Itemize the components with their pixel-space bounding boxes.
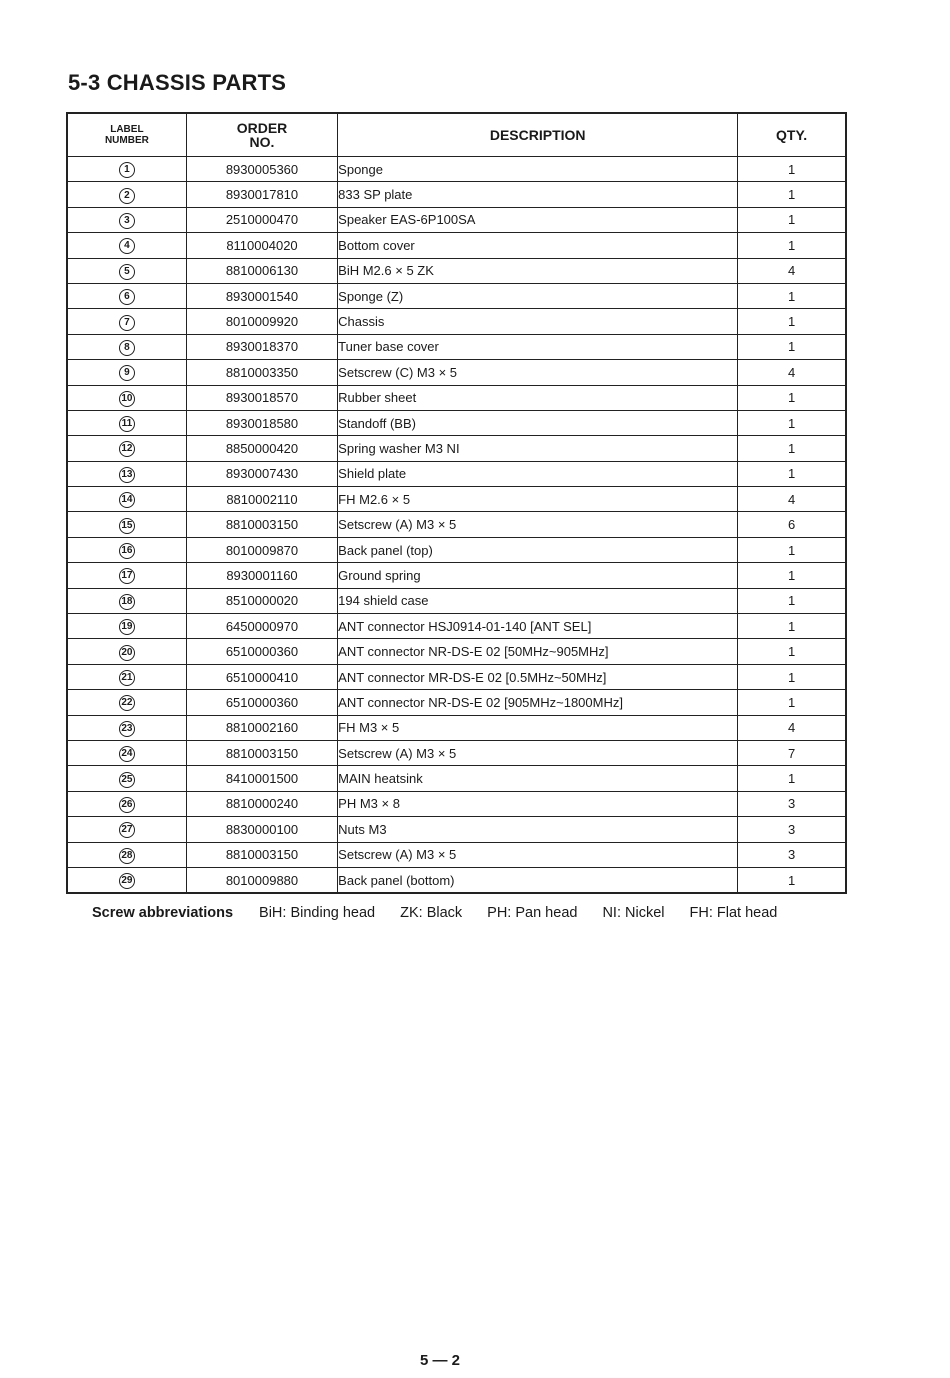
table-row bbox=[67, 512, 846, 537]
label-number-cell bbox=[67, 842, 186, 867]
table-row bbox=[67, 207, 846, 232]
table-row bbox=[67, 842, 846, 867]
qty-cell: 1 bbox=[738, 385, 846, 410]
legend-item: ZK: Black bbox=[400, 905, 463, 921]
label-number: 24 bbox=[119, 746, 135, 762]
label-number: 26 bbox=[119, 797, 135, 813]
label-number: 16 bbox=[119, 543, 135, 559]
description-cell: Setscrew (A) M3 × 5 bbox=[338, 842, 738, 867]
table-row bbox=[67, 410, 846, 435]
qty-cell: 4 bbox=[738, 715, 846, 740]
label-number: 1 bbox=[119, 162, 135, 178]
label-number: 20 bbox=[119, 645, 135, 661]
table-row bbox=[67, 817, 846, 842]
order-number-cell: 8930007430 bbox=[186, 461, 337, 486]
description-cell: Spring washer M3 NI bbox=[338, 436, 738, 461]
legend-item: PH: Pan head bbox=[487, 905, 578, 921]
header-order-line1: ORDER bbox=[236, 120, 288, 136]
label-number: 2 bbox=[119, 188, 135, 204]
description-cell: Tuner base cover bbox=[338, 334, 738, 359]
label-number: 19 bbox=[119, 619, 135, 635]
table-header-row bbox=[67, 113, 846, 157]
page-title: 5-3 CHASSIS PARTS bbox=[68, 70, 287, 95]
qty-cell: 6 bbox=[738, 512, 846, 537]
qty-cell: 1 bbox=[738, 537, 846, 562]
qty-cell: 1 bbox=[738, 639, 846, 664]
table-row bbox=[67, 157, 846, 182]
qty-cell: 1 bbox=[738, 410, 846, 435]
table-row bbox=[67, 791, 846, 816]
qty-cell: 1 bbox=[738, 563, 846, 588]
order-number-cell: 8010009880 bbox=[186, 867, 337, 893]
qty-cell: 1 bbox=[738, 867, 846, 893]
label-number: 23 bbox=[119, 721, 135, 737]
label-number: 29 bbox=[119, 873, 135, 889]
label-number-cell bbox=[67, 715, 186, 740]
header-label-line2: NUMBER bbox=[104, 135, 149, 146]
label-number-cell bbox=[67, 233, 186, 258]
description-cell: FH M2.6 × 5 bbox=[338, 487, 738, 512]
table-row bbox=[67, 461, 846, 486]
description-cell: Shield plate bbox=[338, 461, 738, 486]
description-cell: Bottom cover bbox=[338, 233, 738, 258]
qty-cell: 1 bbox=[738, 283, 846, 308]
table-row bbox=[67, 436, 846, 461]
qty-cell: 1 bbox=[738, 233, 846, 258]
table-row bbox=[67, 639, 846, 664]
qty-cell: 1 bbox=[738, 182, 846, 207]
label-number-cell bbox=[67, 588, 186, 613]
order-number-cell: 6510000360 bbox=[186, 639, 337, 664]
qty-cell: 1 bbox=[738, 157, 846, 182]
header-qty: QTY. bbox=[738, 113, 846, 157]
description-cell: Back panel (bottom) bbox=[338, 867, 738, 893]
qty-cell: 1 bbox=[738, 309, 846, 334]
table-row bbox=[67, 664, 846, 689]
table-row bbox=[67, 360, 846, 385]
order-number-cell: 8810000240 bbox=[186, 791, 337, 816]
order-number-cell: 8410001500 bbox=[186, 766, 337, 791]
qty-cell: 1 bbox=[738, 664, 846, 689]
qty-cell: 1 bbox=[738, 766, 846, 791]
qty-cell: 1 bbox=[738, 614, 846, 639]
label-number-cell bbox=[67, 258, 186, 283]
label-number: 28 bbox=[119, 848, 135, 864]
label-number: 21 bbox=[119, 670, 135, 686]
label-number-cell bbox=[67, 766, 186, 791]
label-number: 18 bbox=[119, 594, 135, 610]
description-cell: BiH M2.6 × 5 ZK bbox=[338, 258, 738, 283]
legend-lead: Screw abbreviations bbox=[92, 905, 234, 921]
label-number-cell bbox=[67, 563, 186, 588]
table-row bbox=[67, 385, 846, 410]
qty-cell: 4 bbox=[738, 360, 846, 385]
table-row bbox=[67, 537, 846, 562]
label-number: 4 bbox=[119, 238, 135, 254]
qty-cell: 4 bbox=[738, 487, 846, 512]
order-number-cell: 8930018580 bbox=[186, 410, 337, 435]
qty-cell: 3 bbox=[738, 791, 846, 816]
label-number-cell bbox=[67, 334, 186, 359]
label-number: 27 bbox=[119, 822, 135, 838]
label-number-cell bbox=[67, 664, 186, 689]
order-number-cell: 2510000470 bbox=[186, 207, 337, 232]
label-number: 6 bbox=[119, 289, 135, 305]
label-number: 9 bbox=[119, 365, 135, 381]
label-number-cell bbox=[67, 410, 186, 435]
qty-cell: 1 bbox=[738, 334, 846, 359]
table-row bbox=[67, 766, 846, 791]
qty-cell: 4 bbox=[738, 258, 846, 283]
chassis-parts-table bbox=[66, 112, 847, 894]
qty-cell: 1 bbox=[738, 588, 846, 613]
label-number: 10 bbox=[119, 391, 135, 407]
order-number-cell: 8930001160 bbox=[186, 563, 337, 588]
header-description: DESCRIPTION bbox=[338, 113, 738, 157]
header-order-no bbox=[186, 113, 337, 157]
page-number: 5 — 2 bbox=[420, 1352, 461, 1369]
table-row bbox=[67, 690, 846, 715]
order-number-cell: 8510000020 bbox=[186, 588, 337, 613]
label-number: 3 bbox=[119, 213, 135, 229]
order-number-cell: 8010009870 bbox=[186, 537, 337, 562]
order-number-cell: 8930017810 bbox=[186, 182, 337, 207]
table-row bbox=[67, 283, 846, 308]
order-number-cell: 6510000360 bbox=[186, 690, 337, 715]
description-cell: ANT connector NR-DS-E 02 [905MHz~1800MHz] bbox=[338, 690, 738, 715]
order-number-cell: 8010009920 bbox=[186, 309, 337, 334]
label-number-cell bbox=[67, 817, 186, 842]
table-row bbox=[67, 715, 846, 740]
qty-cell: 3 bbox=[738, 817, 846, 842]
qty-cell: 3 bbox=[738, 842, 846, 867]
description-cell: ANT connector MR-DS-E 02 [0.5MHz~50MHz] bbox=[338, 664, 738, 689]
description-cell: Nuts M3 bbox=[338, 817, 738, 842]
order-number-cell: 8810003150 bbox=[186, 740, 337, 765]
legend-item: BiH: Binding head bbox=[259, 905, 376, 921]
description-cell: 833 SP plate bbox=[338, 182, 738, 207]
label-number: 17 bbox=[119, 568, 135, 584]
qty-cell: 1 bbox=[738, 207, 846, 232]
description-cell: FH M3 × 5 bbox=[338, 715, 738, 740]
order-number-cell: 8810006130 bbox=[186, 258, 337, 283]
description-cell: 194 shield case bbox=[338, 588, 738, 613]
label-number-cell bbox=[67, 487, 186, 512]
label-number-cell bbox=[67, 436, 186, 461]
label-number-cell bbox=[67, 639, 186, 664]
description-cell: ANT connector NR-DS-E 02 [50MHz~905MHz] bbox=[338, 639, 738, 664]
description-cell: Sponge bbox=[338, 157, 738, 182]
label-number: 11 bbox=[119, 416, 135, 432]
label-number-cell bbox=[67, 740, 186, 765]
table-row bbox=[67, 334, 846, 359]
description-cell: MAIN heatsink bbox=[338, 766, 738, 791]
description-cell: Setscrew (A) M3 × 5 bbox=[338, 740, 738, 765]
label-number: 8 bbox=[119, 340, 135, 356]
table-row bbox=[67, 614, 846, 639]
description-cell: Standoff (BB) bbox=[338, 410, 738, 435]
table-row bbox=[67, 487, 846, 512]
label-number: 22 bbox=[119, 695, 135, 711]
order-number-cell: 8810003350 bbox=[186, 360, 337, 385]
label-number: 12 bbox=[119, 441, 135, 457]
label-number-cell bbox=[67, 537, 186, 562]
label-number-cell bbox=[67, 360, 186, 385]
order-number-cell: 8810002160 bbox=[186, 715, 337, 740]
table-row bbox=[67, 233, 846, 258]
label-number: 25 bbox=[119, 772, 135, 788]
qty-cell: 1 bbox=[738, 461, 846, 486]
description-cell: Speaker EAS-6P100SA bbox=[338, 207, 738, 232]
description-cell: Ground spring bbox=[338, 563, 738, 588]
table-row bbox=[67, 740, 846, 765]
label-number-cell bbox=[67, 614, 186, 639]
table-row bbox=[67, 258, 846, 283]
table-body bbox=[67, 157, 846, 894]
description-cell: Setscrew (A) M3 × 5 bbox=[338, 512, 738, 537]
order-number-cell: 8810003150 bbox=[186, 842, 337, 867]
header-label-line1: LABEL bbox=[110, 124, 144, 135]
label-number-cell bbox=[67, 309, 186, 334]
order-number-cell: 8930018370 bbox=[186, 334, 337, 359]
label-number-cell bbox=[67, 182, 186, 207]
order-number-cell: 8810003150 bbox=[186, 512, 337, 537]
order-number-cell: 8850000420 bbox=[186, 436, 337, 461]
order-number-cell: 6450000970 bbox=[186, 614, 337, 639]
table-row bbox=[67, 867, 846, 893]
qty-cell: 7 bbox=[738, 740, 846, 765]
label-number: 13 bbox=[119, 467, 135, 483]
description-cell: Rubber sheet bbox=[338, 385, 738, 410]
description-cell: Setscrew (C) M3 × 5 bbox=[338, 360, 738, 385]
header-order-line2: NO. bbox=[249, 134, 275, 150]
order-number-cell: 6510000410 bbox=[186, 664, 337, 689]
label-number-cell bbox=[67, 690, 186, 715]
description-cell: Sponge (Z) bbox=[338, 283, 738, 308]
qty-cell: 1 bbox=[738, 690, 846, 715]
legend-item: FH: Flat head bbox=[689, 905, 778, 921]
label-number-cell bbox=[67, 867, 186, 893]
table-row bbox=[67, 182, 846, 207]
description-cell: Back panel (top) bbox=[338, 537, 738, 562]
legend-item: NI: Nickel bbox=[602, 905, 665, 921]
order-number-cell: 8110004020 bbox=[186, 233, 337, 258]
label-number-cell bbox=[67, 283, 186, 308]
header-label-number bbox=[67, 113, 186, 157]
table-row bbox=[67, 588, 846, 613]
label-number-cell bbox=[67, 461, 186, 486]
qty-cell: 1 bbox=[738, 436, 846, 461]
order-number-cell: 8930001540 bbox=[186, 283, 337, 308]
table-row bbox=[67, 563, 846, 588]
order-number-cell: 8810002110 bbox=[186, 487, 337, 512]
description-cell: ANT connector HSJ0914-01-140 [ANT SEL] bbox=[338, 614, 738, 639]
label-number-cell bbox=[67, 512, 186, 537]
screw-abbreviations bbox=[92, 905, 802, 921]
description-cell: Chassis bbox=[338, 309, 738, 334]
order-number-cell: 8930018570 bbox=[186, 385, 337, 410]
label-number: 7 bbox=[119, 315, 135, 331]
table-row bbox=[67, 309, 846, 334]
label-number-cell bbox=[67, 385, 186, 410]
label-number: 5 bbox=[119, 264, 135, 280]
label-number-cell bbox=[67, 207, 186, 232]
label-number: 14 bbox=[119, 492, 135, 508]
label-number-cell bbox=[67, 157, 186, 182]
order-number-cell: 8830000100 bbox=[186, 817, 337, 842]
description-cell: PH M3 × 8 bbox=[338, 791, 738, 816]
order-number-cell: 8930005360 bbox=[186, 157, 337, 182]
label-number: 15 bbox=[119, 518, 135, 534]
label-number-cell bbox=[67, 791, 186, 816]
